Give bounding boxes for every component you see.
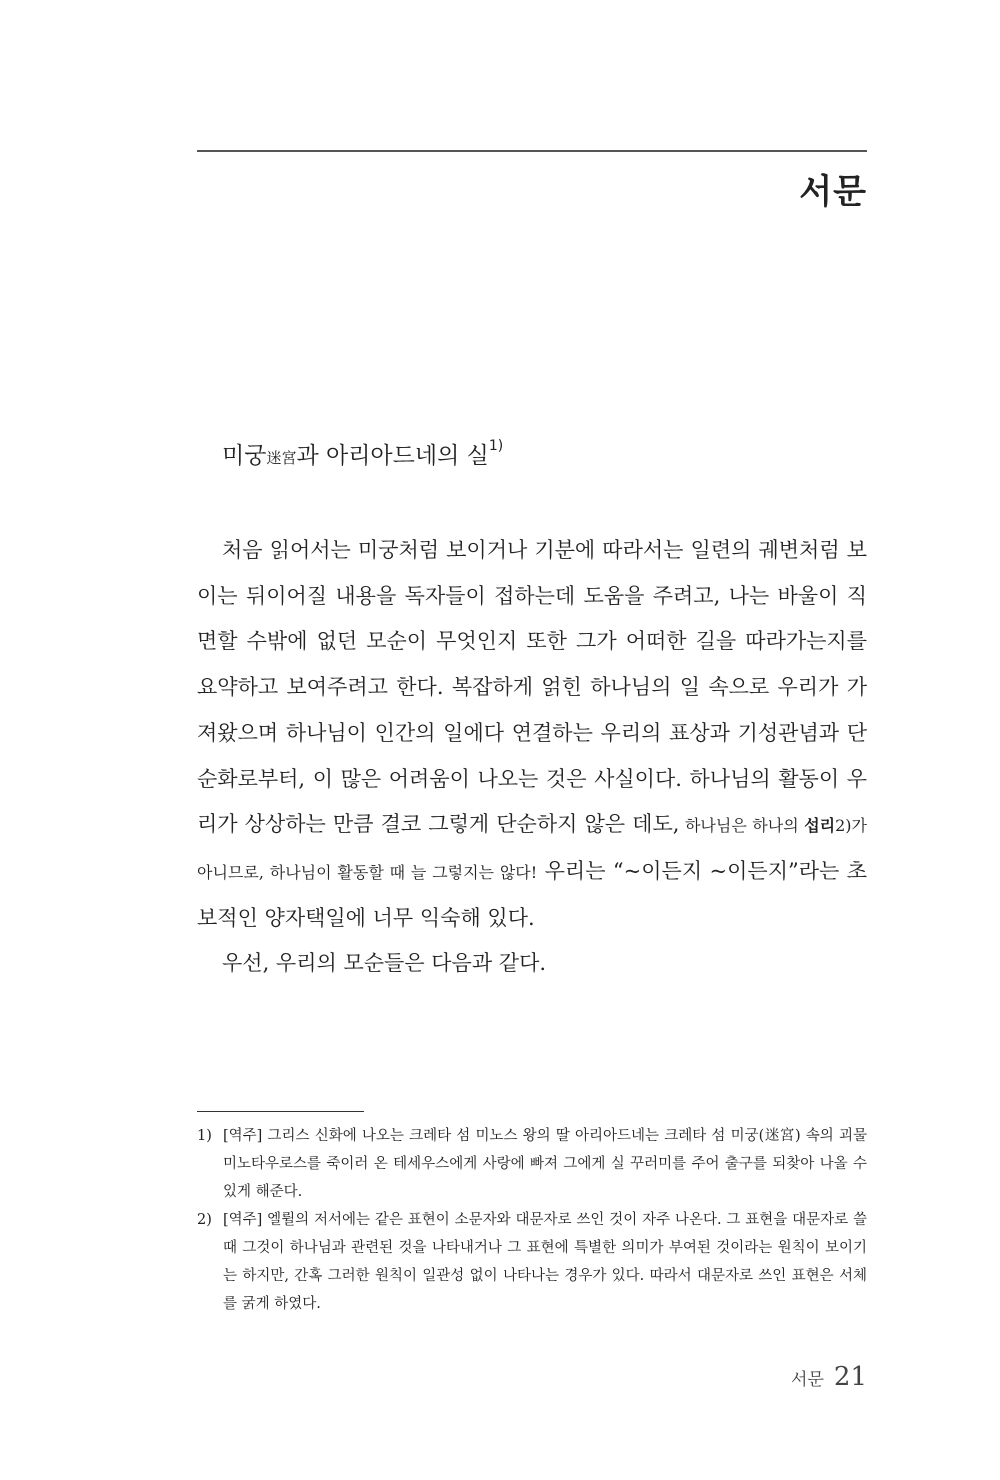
footnote-rule — [197, 1111, 364, 1112]
chapter-title: 서문 — [799, 172, 867, 212]
paragraph-1-end: 우리는 “~이든지 ~이든지”라는 초보적인 양자택일에 너무 익숙해 있다. — [197, 858, 867, 930]
paragraph-2: 우선, 우리의 모순들은 다음과 같다. — [222, 951, 547, 976]
section-heading-text: 미궁 — [222, 443, 267, 469]
page-folio — [791, 1362, 867, 1392]
footnote-2 — [197, 1206, 867, 1318]
section-heading — [222, 437, 503, 470]
footnote-number: 2) — [197, 1212, 212, 1228]
folio-label: 서문 — [791, 1370, 824, 1390]
footnote-1 — [197, 1122, 867, 1206]
page-number: 21 — [833, 1362, 867, 1392]
footnote-number: 1) — [197, 1128, 212, 1144]
section-heading-hanja: 迷宮 — [266, 449, 297, 467]
small-text-a: 하나님은 하나의 — [679, 816, 805, 836]
paragraph-1 — [197, 528, 867, 941]
body-text — [197, 528, 867, 987]
header-rule — [197, 150, 867, 152]
section-heading-rest: 과 아리아드네의 실 — [296, 443, 489, 469]
footnote-text: [역주] 엘륄의 저서에는 같은 표현이 소문자와 대문자로 쓰인 것이 자주 나온다. 그 표현을 대문자로 쓸 때 그것이 하나님과 관련된 것을 나타내거나 그 표현에 특별한 의미가 부여된 것이라는 원칙이 보이기는 하지만, 간혹 그러한 원칙이 일관성 없이 나타나는 경우가 있다. 따라서 대문자로 쓰인 표현은 서체를 굵게 하였다. — [223, 1212, 867, 1312]
footnotes — [197, 1122, 867, 1318]
paragraph-1-main: 처음 읽어서는 미궁처럼 보이거나 기분에 따라서는 일련의 궤변처럼 보이는 뒤이어질 내용을 독자들이 접하는데 도움을 주려고, 나는 바울이 직면할 수밖에 없던 모순이 무엇인지 또한 그가 어떠한 길을 따라가는지를 요약하고 보여주려고 한다. 복잡하게 얽힌 하나님의 일 속으로 우리가 가져왔으며 하나님이 인간의 일에다 연결하는 우리의 표상과 기성관념과 단순화로부터, 이 많은 어려움이 나오는 것은 사실이다. 하나님의 활동이 우리가 상상하는 만큼 결코 그렇게 단순하지 않은 데도, — [197, 538, 867, 837]
bold-term: 섭리 — [804, 816, 836, 836]
footnote-ref-1[interactable]: 1) — [488, 438, 504, 455]
footnote-ref-2[interactable]: 2) — [835, 816, 852, 836]
footnote-text: [역주] 그리스 신화에 나오는 크레타 섬 미노스 왕의 딸 아리아드네는 크레타 섬 미궁(迷宮) 속의 괴물 미노타우로스를 죽이러 온 테세우스에게 사랑에 빠져 그에게 실 꾸러미를 주어 출구를 되찾아 나올 수 있게 해준다. — [223, 1128, 867, 1200]
small-text-b: 가 아니므로, 하나님이 활동할 때 늘 그렇지는 않다! — [197, 816, 867, 882]
